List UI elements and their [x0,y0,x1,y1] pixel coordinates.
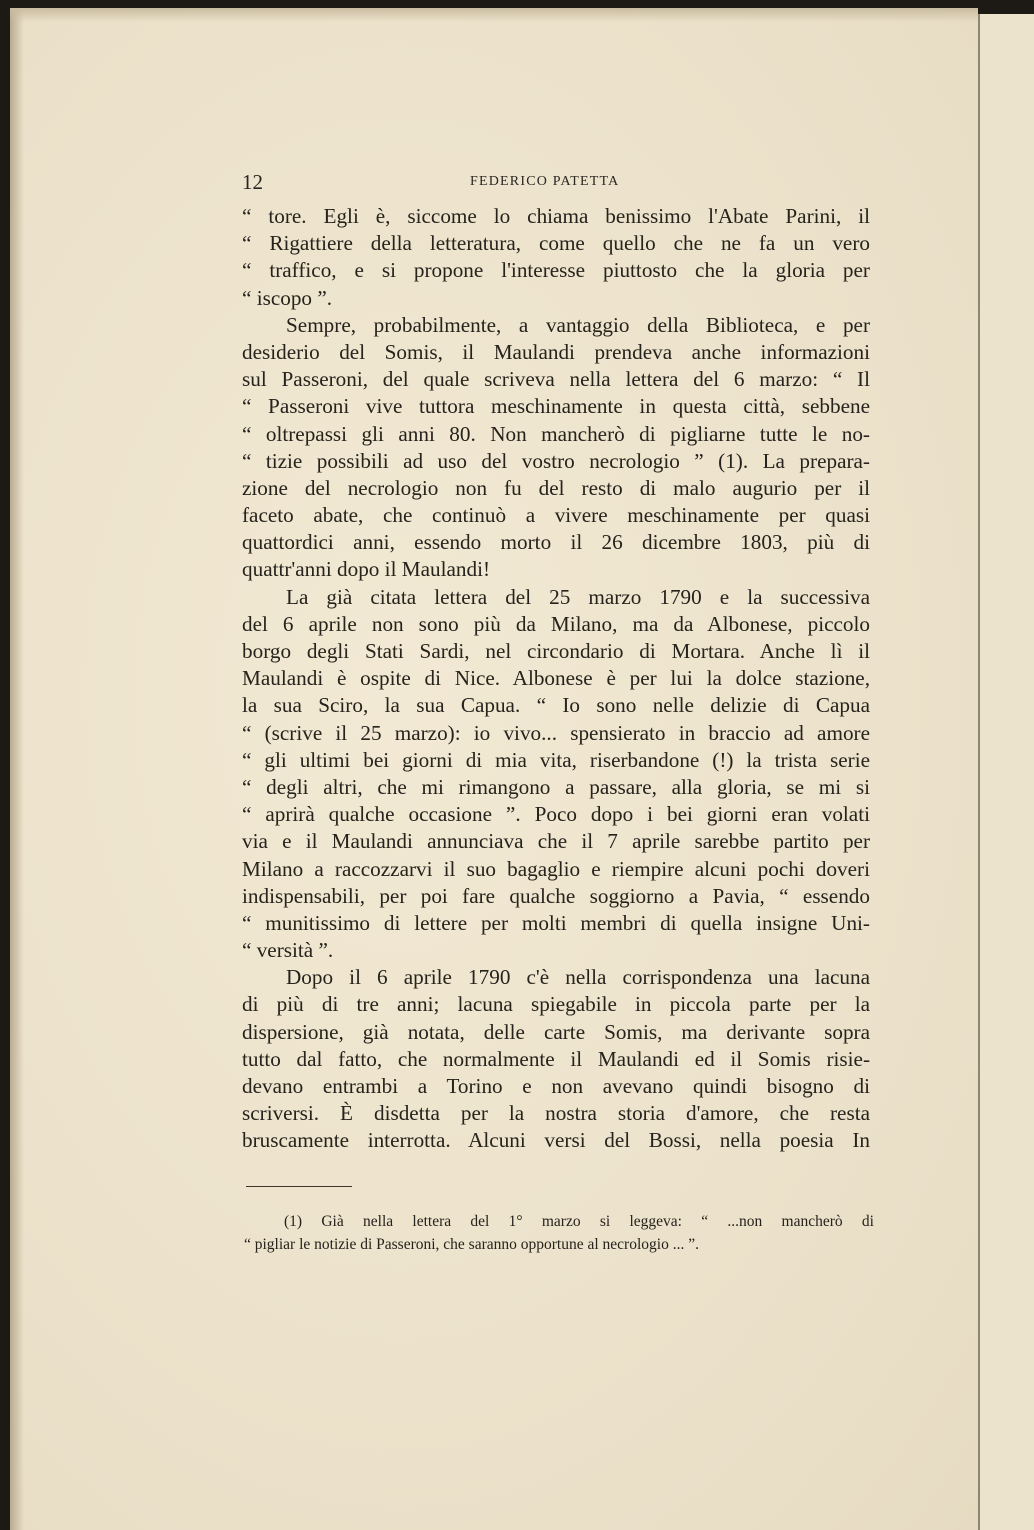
footnote-rule [246,1186,352,1187]
page-top-edge [10,8,978,22]
text-line: devano entrambi a Torino e non avevano quindi bisogno di [242,1074,870,1098]
text-line: via e il Maulandi annunciava che il 7 aprile sarebbe partito per [242,829,870,854]
text-line: Dopo il 6 aprile 1790 c'è nella corrispondenza una lacuna [286,965,870,990]
text-line: faceto abate, che continuò a vivere meschinamente per quasi [242,503,870,528]
text-line: sul Passeroni, del quale scriveva nella lettera del 6 marzo: “ Il [242,367,870,392]
footnote-line: (1) Già nella lettera del 1° marzo si leggeva: “ ...non mancherò di [284,1213,874,1230]
text-line: “ iscopo ”. [242,285,333,310]
body-text [242,203,870,1155]
text-line: quattr'anni dopo il Maulandi! [242,557,491,582]
text-line: Maulandi è ospite di Nice. Albonese è per lui la dolce stazione, [242,666,870,691]
footnote [244,1210,874,1256]
text-line: indispensabili, per poi fare qualche soggiorno a Pavia, “ essendo [242,883,870,908]
text-line: scriversi. È disdetta per la nostra storia d'amore, che resta [242,1101,870,1126]
text-line: tutto dal fatto, che normalmente il Maulandi ed il Somis risie- [242,1046,870,1071]
text-line: “ munitissimo di lettere per molti membri di quella insigne Uni- [242,910,870,935]
adjacent-page-edge [978,14,1034,1530]
text-line: “ versità ”. [242,938,334,963]
footnote-line: “ pigliar le notizie di Passeroni, che saranno opportune al necrologio ... ”. [244,1236,699,1253]
text-line: quattordici anni, essendo morto il 26 dicembre 1803, più di [242,530,870,555]
text-line: dispersione, già notata, delle carte Somis, ma derivante sopra [242,1019,870,1044]
text-line: “ oltrepassi gli anni 80. Non mancherò di pigliarne tutte le no- [242,421,870,446]
text-line: La già citata lettera del 25 marzo 1790 e la successiva [286,584,870,609]
text-line: Milano a raccozzarvi il suo bagaglio e riempire alcuni pochi doveri [242,856,870,881]
text-line: zione del necrologio non fu del resto di malo augurio per il [242,475,870,500]
page-header [242,170,872,196]
text-line: desiderio del Somis, il Maulandi prendeva anche informazioni [242,339,870,364]
text-line: “ aprirà qualche occasione ”. Poco dopo i bei giorni eran volati [242,802,870,827]
text-line: borgo degli Stati Sardi, nel circondario di Mortara. Anche lì il [242,639,870,663]
page-gutter-shadow [10,8,24,1530]
text-line: di più di tre anni; lacuna spiegabile in piccola parte per la [242,992,870,1017]
text-line: “ tizie possibili ad uso del vostro necrologio ” (1). La prepara- [242,448,870,473]
text-line: del 6 aprile non sono più da Milano, ma da Albonese, piccolo [242,611,870,636]
text-line: bruscamente interrotta. Alcuni versi del Bossi, nella poesia In [242,1128,870,1153]
running-head: FEDERICO PATETTA [470,174,620,189]
text-line: “ degli altri, che mi rimangono a passare, alla gloria, se mi si [242,774,870,799]
text-line: la sua Sciro, la sua Capua. “ Io sono nelle delizie di Capua [242,693,870,718]
text-line: “ traffico, e si propone l'interesse piuttosto che la gloria per [242,258,870,283]
text-line: “ Passeroni vive tuttora meschinamente in questa città, sebbene [242,394,870,419]
text-line: “ tore. Egli è, siccome lo chiama benissimo l'Abate Parini, il [242,204,870,228]
page-number: 12 [242,170,263,194]
text-line: “ Rigattiere della letteratura, come quello che ne fa un vero [242,231,870,256]
text-line: “ gli ultimi bei giorni di mia vita, riserbandone (!) la trista serie [242,747,870,772]
text-line: “ (scrive il 25 marzo): io vivo... spensierato in braccio ad amore [242,720,870,745]
text-line: Sempre, probabilmente, a vantaggio della Biblioteca, e per [286,312,870,337]
